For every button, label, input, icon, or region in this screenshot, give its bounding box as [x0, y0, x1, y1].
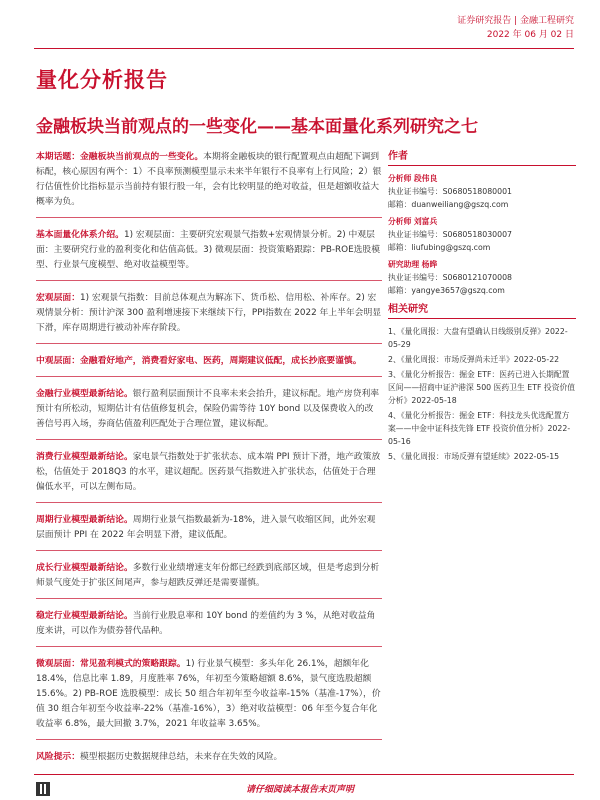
paragraph-lead: 稳定行业模型最新结论。 [36, 611, 133, 621]
paragraph-cyclical [36, 513, 382, 543]
paragraph-lead: 周期行业模型最新结论。 [36, 515, 133, 525]
related-item[interactable]: 1、《量化周报：大盘有望确认日线级别反弹》2022-05-29 [388, 327, 568, 349]
paragraph-body: 银行盈利层面预计不良率未来会抬升，建议标配。地产房贷利率预计有所松动，短期估计有估值修复机会，保险仍需等待 10Y bond 以及保费收入的改善信号再入场，券商估值盈利匹配处于合理位置，建议标配。 [36, 389, 380, 429]
paragraph-micro [36, 657, 382, 732]
related-item[interactable]: 3、《量化分析报告：掘金 ETF：医药已进入长期配置区间——招商中证沪港深 500 医药卫生 ETF 投资价值分析》2022-05-18 [388, 370, 576, 405]
paragraph-meso [36, 354, 382, 369]
paragraph-body: 模型根据历史数据规律总结，未来存在失效的风险。 [80, 752, 283, 762]
disclaimer-note: 请仔细阅读本报告末页声明 [245, 785, 354, 795]
paragraph-lead: 成长行业模型最新结论。 [36, 563, 133, 573]
related-heading: 相关研究 [388, 303, 576, 319]
paragraph-topic [36, 150, 382, 210]
paragraph-body: 1) 行业景气模型：多头年化 26.1%，超额年化 18.4%，信息比率 1.89，月度胜率 76%，年初至今策略超额 8.6%，景气度选股超额 15.6%。2) PB-ROE 选股模型：成长 50 组合年初年至今收益率-15%（基准-17%），价值 30 组合年初至今收益率-22%（基准-16%），3）绝对收益模型：06 年至今复合年化收益率 6.8%，最大回撤 3.7%，2021 年收益率 3.65%。 [36, 659, 381, 729]
paragraph-risk [36, 750, 382, 765]
paragraph-lead: 微观层面：常见盈利模式的策略跟踪。 [36, 659, 186, 669]
paragraph-body: 家电景气指数处于扩张状态、成本端 PPI 预计下滑，地产政策放松，估值处于 2018Q3 的水平，建议超配。医药景气指数进入扩张状态，估值处于合理偏低水平，可以左侧布局。 [36, 452, 381, 492]
divider [36, 646, 382, 647]
divider [36, 217, 382, 218]
analyst-role: 研究助理 [388, 260, 420, 269]
divider [36, 550, 382, 551]
paragraph-finance [36, 387, 382, 432]
analyst-role: 分析师 [388, 174, 412, 183]
paragraph-growth [36, 561, 382, 591]
paragraph-lead: 宏观层面： [36, 293, 80, 303]
paragraph-body: 周期行业景气指数最新为-18%，进入景气收缩区间，此外宏观层面预计 PPI 在 2022 年会明显下滑，建议低配。 [36, 515, 376, 540]
paragraph-stable [36, 609, 382, 639]
paragraph-body: 多数行业业绩增速支年份都已经跌到底部区域，但是考虑到分析师景气度处于扩张区间尾声，参与超跌反弹还是需要谨慎。 [36, 563, 380, 588]
analyst-cert: 执业证书编号：S0680518080001 [388, 187, 513, 196]
analyst-card [388, 172, 576, 211]
analyst-name: 段伟良 [413, 174, 438, 183]
analyst-cert: 执业证书编号：S0680121070008 [388, 273, 513, 282]
analyst-cert: 执业证书编号：S0680518030007 [388, 230, 513, 239]
sidebar [388, 150, 576, 465]
report-type: 量化分析报告 [36, 68, 168, 92]
related-item[interactable]: 2、《量化周报：市场反弹尚未迁半》2022-05-22 [388, 355, 560, 364]
related-item[interactable]: 4、《量化分析报告：掘金 ETF：科技龙头优选配置方案——中金中证科技先锋 ETF 投资价值分析》2022-05-16 [388, 411, 571, 446]
analyst-name: 杨晔 [421, 260, 438, 269]
paragraph-lead: 金融行业模型最新结论。 [36, 389, 133, 399]
paragraph-lead: 本期话题：金融板块当前观点的一些变化。 [36, 152, 204, 162]
paragraph-body: 当前行业股息率和 10Y bond 的差值约为 3 %，从绝对收益角度来讲，可以作为债券替代品种。 [36, 611, 376, 636]
divider [36, 439, 382, 440]
divider [36, 502, 382, 503]
footer-divider [34, 774, 574, 775]
related-item[interactable]: 5、《量化周报：市场反弹有望延续》2022-05-15 [388, 452, 560, 461]
analyst-card [388, 258, 576, 297]
org-line: 证券研究报告 | 金融工程研究 [457, 16, 574, 26]
divider [36, 739, 382, 740]
paragraph-macro [36, 291, 382, 336]
divider [36, 343, 382, 344]
paragraph-framework [36, 228, 382, 273]
divider [36, 598, 382, 599]
divider [36, 376, 382, 377]
paragraph-lead: 消费行业模型最新结论。 [36, 452, 133, 462]
authors-heading: 作者 [388, 150, 576, 166]
report-title: 金融板块当前观点的一些变化——基本面量化系列研究之七 [36, 117, 478, 137]
paragraph-body: 本期将金融板块的银行配置观点由超配下调到标配，核心原因有两个：1）不良率预测模型显示未来半年银行不良率有上行风险；2）银行估值性价比指标显示当前持有银行股一年，会有比较明显的绝对收益，但是超额收益大概率为负。 [36, 152, 382, 207]
main-summary [36, 150, 382, 772]
report-date: 2022 年 06 月 02 日 [486, 30, 574, 40]
header-meta [457, 14, 574, 42]
footer [0, 774, 600, 800]
divider [36, 280, 382, 281]
analyst-name: 刘富兵 [413, 217, 438, 226]
analyst-email[interactable]: 邮箱：yangye3657@gszq.com [388, 286, 505, 295]
paragraph-consumer [36, 450, 382, 495]
analyst-role: 分析师 [388, 217, 412, 226]
paragraph-lead: 风险提示： [36, 752, 80, 762]
analyst-email[interactable]: 邮箱：duanweiliang@gszq.com [388, 200, 509, 209]
paragraph-lead: 中观层面：金融看好地产，消费看好家电、医药，周期建议低配，成长抄底要谨慎。 [36, 356, 362, 366]
header-divider [34, 48, 574, 49]
analyst-email[interactable]: 邮箱：liufubing@gszq.com [388, 243, 491, 252]
paragraph-body: 1) 宏观层面：主要研究宏观景气指数+宏观情景分析。2) 中观层面：主要研究行业的盈利变化和估值高低。3) 微观层面：投资策略跟踪：PB-ROE选股模型、行业景气度模型、绝对收益模型等。 [36, 230, 381, 270]
analyst-card [388, 215, 576, 254]
paragraph-lead: 基本面量化体系介绍。 [36, 230, 124, 240]
paragraph-body: 1) 宏观景气指数：目前总体观点为解冻下、货币松、信用松、补库存。2) 宏观情景分析：预计沪深 300 盈利增速接下来继续下行，PPI指数在 2022 年上半年会明显下滑，库存周期进行被动补库存阶段。 [36, 293, 382, 333]
